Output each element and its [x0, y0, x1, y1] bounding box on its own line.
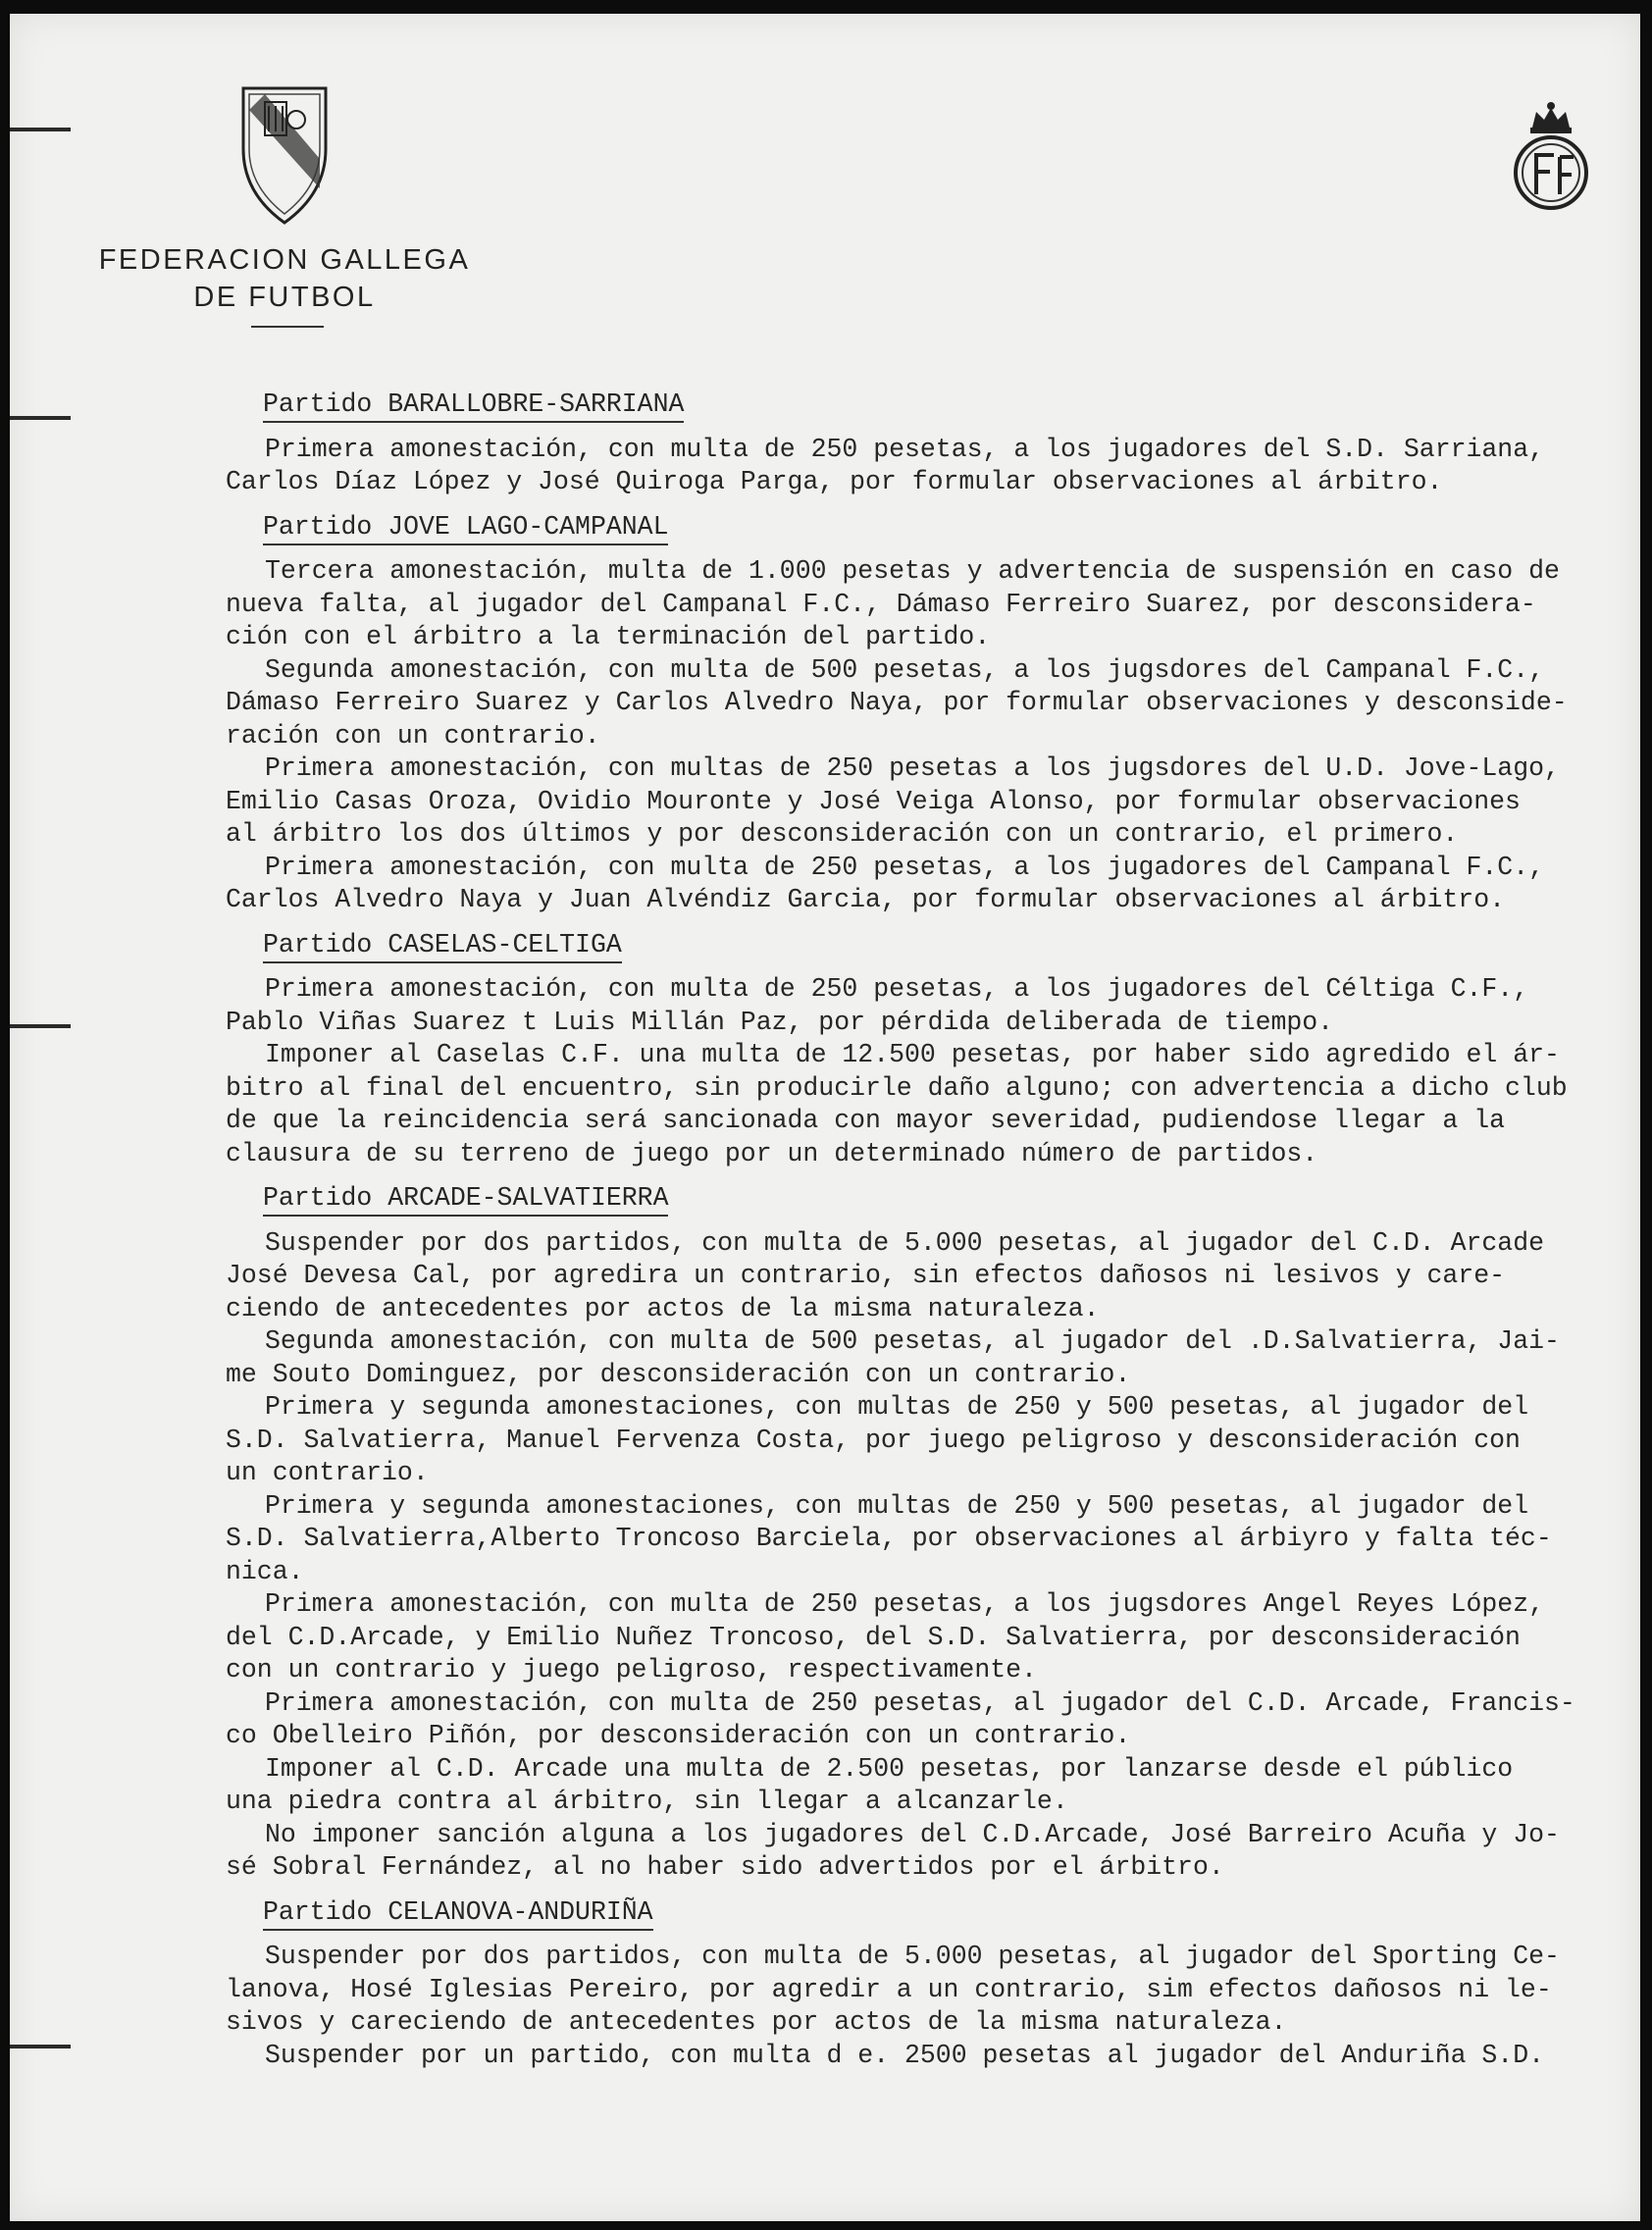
resolution-paragraph — [226, 852, 1648, 917]
text-line: lanova, Hosé Iglesias Pereiro, por agredir a un contrario, sim efectos dañosos ni le- — [226, 1974, 1552, 2004]
text-line: al árbitro los dos últimos y por desconsideración con un contrario, el primero. — [226, 819, 1459, 849]
text-line: José Devesa Cal, por agredira un contrario, sin efectos dañosos ni lesivos y care- — [226, 1261, 1506, 1290]
resolutions-body — [226, 377, 1648, 2072]
text-line: nueva falta, al jugador del Campanal F.C., Dámaso Ferreiro Suarez, por desconsidera- — [226, 589, 1536, 619]
binding-mark — [10, 416, 71, 420]
federation-shield-icon — [235, 80, 334, 228]
text-line: Primera amonestación, con multa de 250 pesetas, a los jugadores del Céltiga C.F., — [265, 974, 1529, 1004]
text-line: Emilio Casas Oroza, Ovidio Mouronte y José Veiga Alonso, por formular observaciones — [226, 786, 1521, 816]
resolution-paragraph — [226, 654, 1648, 753]
resolution-paragraph — [226, 1227, 1648, 1326]
text-line: nica. — [226, 1556, 304, 1586]
text-line: bitro al final del encuentro, sin producirle daño alguno; con advertencia a dicho club — [226, 1072, 1568, 1103]
match-title: Partido CELANOVA-ANDURIÑA — [263, 1897, 653, 1931]
document-page — [10, 14, 1640, 2221]
match-heading — [263, 1182, 1648, 1216]
text-line: S.D. Salvatierra,Alberto Troncoso Barciela, por observaciones al árbiyro y falta téc- — [226, 1524, 1552, 1553]
resolution-paragraph — [226, 1941, 1648, 2040]
text-line: Primera amonestación, con multa de 250 pesetas, a los jugadores del Campanal F.C., — [265, 852, 1545, 882]
text-line: Primera amonestación, con multas de 250 pesetas a los jugsdores del U.D. Jove-Lago, — [265, 753, 1560, 783]
resolution-paragraph — [226, 752, 1648, 852]
match-heading — [263, 511, 1648, 545]
resolution-paragraph — [226, 555, 1648, 654]
text-line: sivos y careciendo de antecedentes por actos de la misma naturaleza. — [226, 2007, 1287, 2037]
text-line: ración con un contrario. — [226, 720, 600, 751]
text-line: Dámaso Ferreiro Suarez y Carlos Alvedro Naya, por formular observaciones y desconside- — [226, 688, 1568, 717]
text-line: sé Sobral Fernández, al no haber sido advertidos por el árbitro. — [226, 1852, 1224, 1882]
resolution-paragraph — [226, 1819, 1648, 1885]
binding-mark — [10, 128, 71, 131]
resolution-paragraph — [226, 1753, 1648, 1819]
text-line: Segunda amonestación, con multa de 500 pesetas, a los jugsdores del Campanal F.C., — [265, 654, 1545, 685]
text-line: co Obelleiro Piñón, por desconsideración con un contrario. — [226, 1721, 1131, 1750]
text-line: Primera y segunda amonestaciones, con multas de 250 y 500 pesetas, al jugador del — [265, 1392, 1529, 1422]
text-line: Segunda amonestación, con multa de 500 pesetas, al jugador del .D.Salvatierra, Jai- — [265, 1326, 1560, 1356]
match-heading — [263, 1896, 1648, 1930]
resolution-paragraph — [226, 1588, 1648, 1687]
match-title: Partido CASELAS-CELTIGA — [263, 930, 622, 963]
binding-mark — [10, 2045, 71, 2048]
text-line: Suspender por un partido, con multa d e. 2500 pesetas al jugador del Anduriña S.D. — [265, 2040, 1545, 2070]
text-line: una piedra contra al árbitro, sin llegar a alcanzarle. — [226, 1787, 1068, 1816]
resolution-paragraph — [226, 1391, 1648, 1490]
binding-mark — [10, 1024, 71, 1028]
resolution-paragraph — [226, 1325, 1648, 1391]
text-line: Suspender por dos partidos, con multa de 5.000 pesetas, al jugador del Sporting Ce- — [265, 1942, 1560, 1971]
text-line: Imponer al Caselas C.F. una multa de 12.500 pesetas, por haber sido agredido el ár- — [265, 1040, 1560, 1069]
text-line: con un contrario y juego peligroso, respectivamente. — [226, 1655, 1037, 1685]
match-heading — [263, 389, 1648, 422]
text-line: Primera amonestación, con multa de 250 pesetas, a los jugsdores Angel Reyes López, — [265, 1589, 1545, 1619]
rfef-crown-icon — [1509, 98, 1593, 214]
text-line: Primera amonestación, con multa de 250 pesetas, a los jugadores del S.D. Sarriana, — [265, 434, 1545, 464]
text-line: No imponer sanción alguna a los jugadores del C.D.Arcade, José Barreiro Acuña y Jo- — [265, 1819, 1560, 1849]
match-heading — [263, 929, 1648, 962]
resolution-paragraph — [226, 1490, 1648, 1589]
text-line: Carlos Alvedro Naya y Juan Alvéndiz Garcia, por formular observaciones al árbitro. — [226, 885, 1506, 914]
federation-line-2: DE FUTBOL — [193, 282, 376, 313]
federation-name — [78, 241, 490, 316]
text-line: un contrario. — [226, 1458, 429, 1487]
resolution-paragraph — [226, 434, 1648, 499]
resolution-paragraph — [226, 973, 1648, 1039]
federation-line-1: FEDERACION GALLEGA — [98, 244, 471, 276]
text-line: Carlos Díaz López y José Quiroga Parga, por formular observaciones al árbitro. — [226, 467, 1443, 496]
match-title: Partido BARALLOBRE-SARRIANA — [263, 389, 684, 423]
text-line: Imponer al C.D. Arcade una multa de 2.500 pesetas, por lanzarse desde el público — [265, 1753, 1514, 1784]
text-line: ción con el árbitro a la terminación del partido. — [226, 622, 991, 651]
text-line: del C.D.Arcade, y Emilio Nuñez Troncoso, del S.D. Salvatierra, por desconsideración — [226, 1622, 1521, 1652]
resolution-paragraph — [226, 1039, 1648, 1170]
match-title: Partido ARCADE-SALVATIERRA — [263, 1183, 668, 1217]
resolution-paragraph — [226, 1687, 1648, 1753]
text-line: Suspender por dos partidos, con multa de 5.000 pesetas, al jugador del C.D. Arcade — [265, 1227, 1545, 1258]
text-line: clausura de su terreno de juego por un determinado número de partidos. — [226, 1138, 1318, 1168]
text-line: de que la reincidencia será sancionada con mayor severidad, pudiendose llegar a la — [226, 1106, 1506, 1135]
text-line: Tercera amonestación, multa de 1.000 pesetas y advertencia de suspensión en caso de — [265, 556, 1560, 586]
text-line: Primera y segunda amonestaciones, con multas de 250 y 500 pesetas, al jugador del — [265, 1490, 1529, 1521]
match-title: Partido JOVE LAGO-CAMPANAL — [263, 512, 668, 545]
text-line: me Souto Dominguez, por desconsideración con un contrario. — [226, 1359, 1131, 1389]
text-line: Primera amonestación, con multa de 250 pesetas, al jugador del C.D. Arcade, Francis- — [265, 1687, 1575, 1718]
text-line: S.D. Salvatierra, Manuel Fervenza Costa, por juego peligroso y desconsideración con — [226, 1425, 1521, 1455]
resolution-paragraph — [226, 2040, 1648, 2073]
text-line: ciendo de antecedentes por actos de la misma naturaleza. — [226, 1293, 1100, 1323]
header-divider — [251, 326, 324, 328]
text-line: Pablo Viñas Suarez t Luis Millán Paz, por pérdida deliberada de tiempo. — [226, 1007, 1334, 1037]
